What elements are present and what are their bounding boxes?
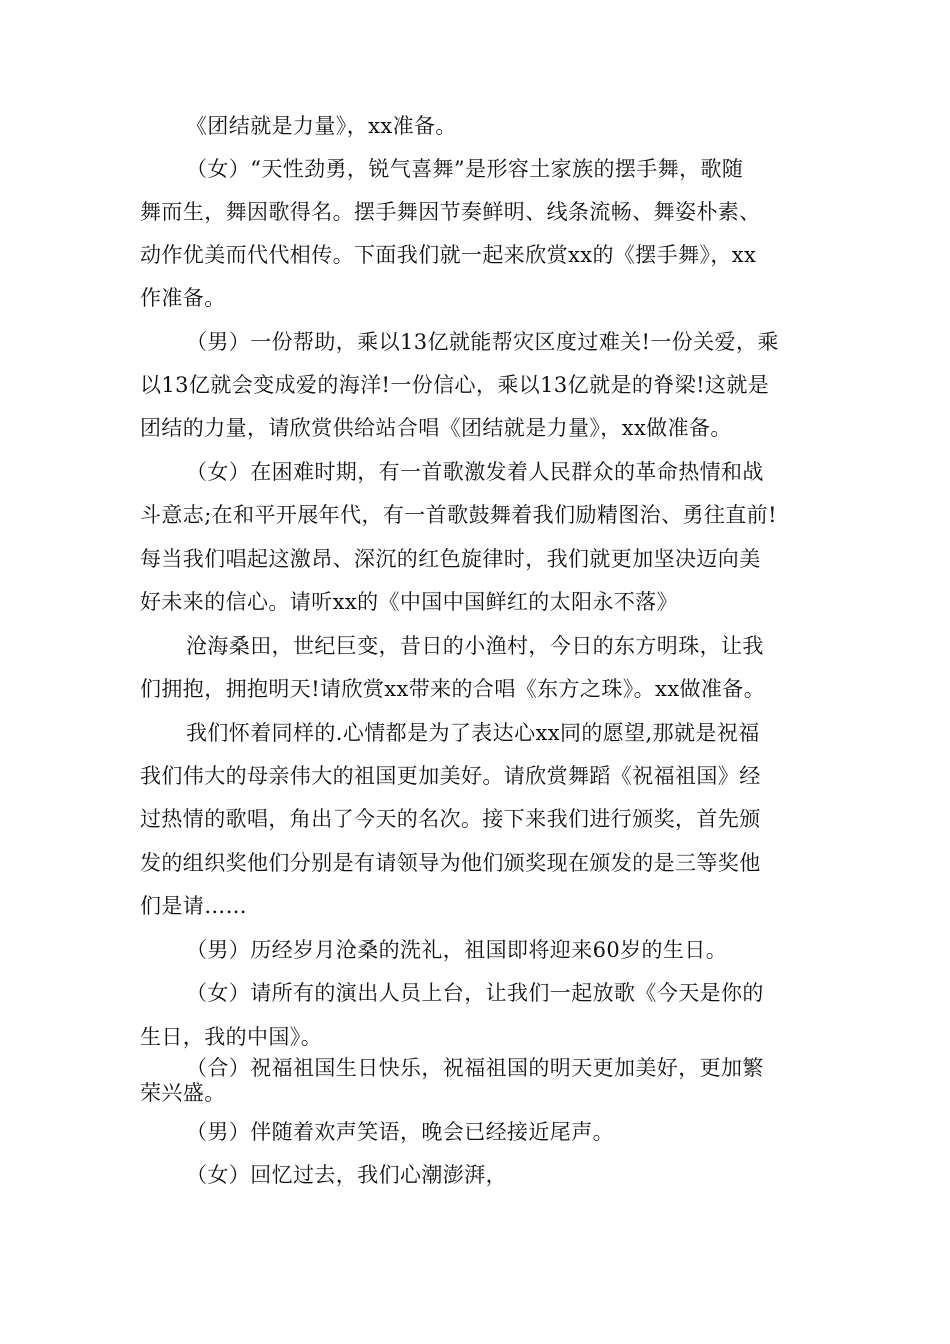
text-line: （合）祝福祖国生日快乐，祝福祖国的明天更加美好，更加繁 [186,1056,764,1080]
text-line: （女）请所有的演出人员上台，让我们一起放歌《今天是你的 [186,981,764,1005]
text-line: 过热情的歌唱，角出了今天的名次。接下来我们进行颁奖，首先颁 [140,807,761,831]
text-line: 以13亿就会变成爱的海洋!一份信心，乘以13亿就是的脊梁!这就是 [140,373,770,397]
text-line: （女）“天性劲勇，锐气喜舞”是形容土家族的摆手舞，歌随 [186,157,744,181]
text-line: 舞而生，舞因歌得名。摆手舞因节奏鲜明、线条流畅、舞姿朴素、 [140,200,761,224]
text-line: 沧海桑田，世纪巨变，昔日的小渔村，今日的东方明珠，让我 [186,634,764,658]
text-line: 发的组织奖他们分别是有请领导为他们颁奖现在颁发的是三等奖他 [140,851,761,875]
text-line: 作准备。 [140,286,226,310]
text-line: （男）伴随着欢声笑语，晚会已经接近尾声。 [186,1120,614,1144]
text-line: （女）回忆过去，我们心潮澎湃， [186,1163,507,1187]
text-line: 《团结就是力量》，xx准备。 [186,114,457,138]
text-line: 动作优美而代代相传。下面我们就一起来欣赏xx的《摆手舞》，xx [140,243,757,267]
text-line: 生日，我的中国》。 [140,1025,323,1049]
text-line: 斗意志;在和平开展年代，有一首歌鼓舞着我们励精图治、勇往直前! [140,503,777,527]
text-line: 每当我们唱起这激昂、深沉的红色旋律时，我们就更加坚决迈向美 [140,547,761,571]
text-line: （男）历经岁月沧桑的洗礼，祖国即将迎来60岁的生日。 [186,938,728,962]
text-line: 我们伟大的母亲伟大的祖国更加美好。请欣赏舞蹈《祝福祖国》经 [140,764,761,788]
text-line: 们是请…… [140,894,247,918]
text-line: 团结的力量，请欣赏供给站合唱《团结就是力量》，xx做准备。 [140,416,732,440]
text-line: 好未来的信心。请听xx的《中国中国鲜红的太阳永不落》 [140,590,679,614]
text-line: （男）一份帮助，乘以13亿就能帮灾区度过难关!一份关爱，乘 [186,330,779,354]
text-line: （女）在困难时期，有一首歌激发着人民群众的革命热情和战 [186,460,764,484]
text-line: 我们怀着同样的.心情都是为了表达心xx同的愿望,那就是祝福 [186,721,760,745]
text-line: 们拥抱，拥抱明天!请欣赏xx带来的合唱《东方之珠》。xx做准备。 [140,677,766,701]
text-line: 荣兴盛。 [140,1081,226,1105]
